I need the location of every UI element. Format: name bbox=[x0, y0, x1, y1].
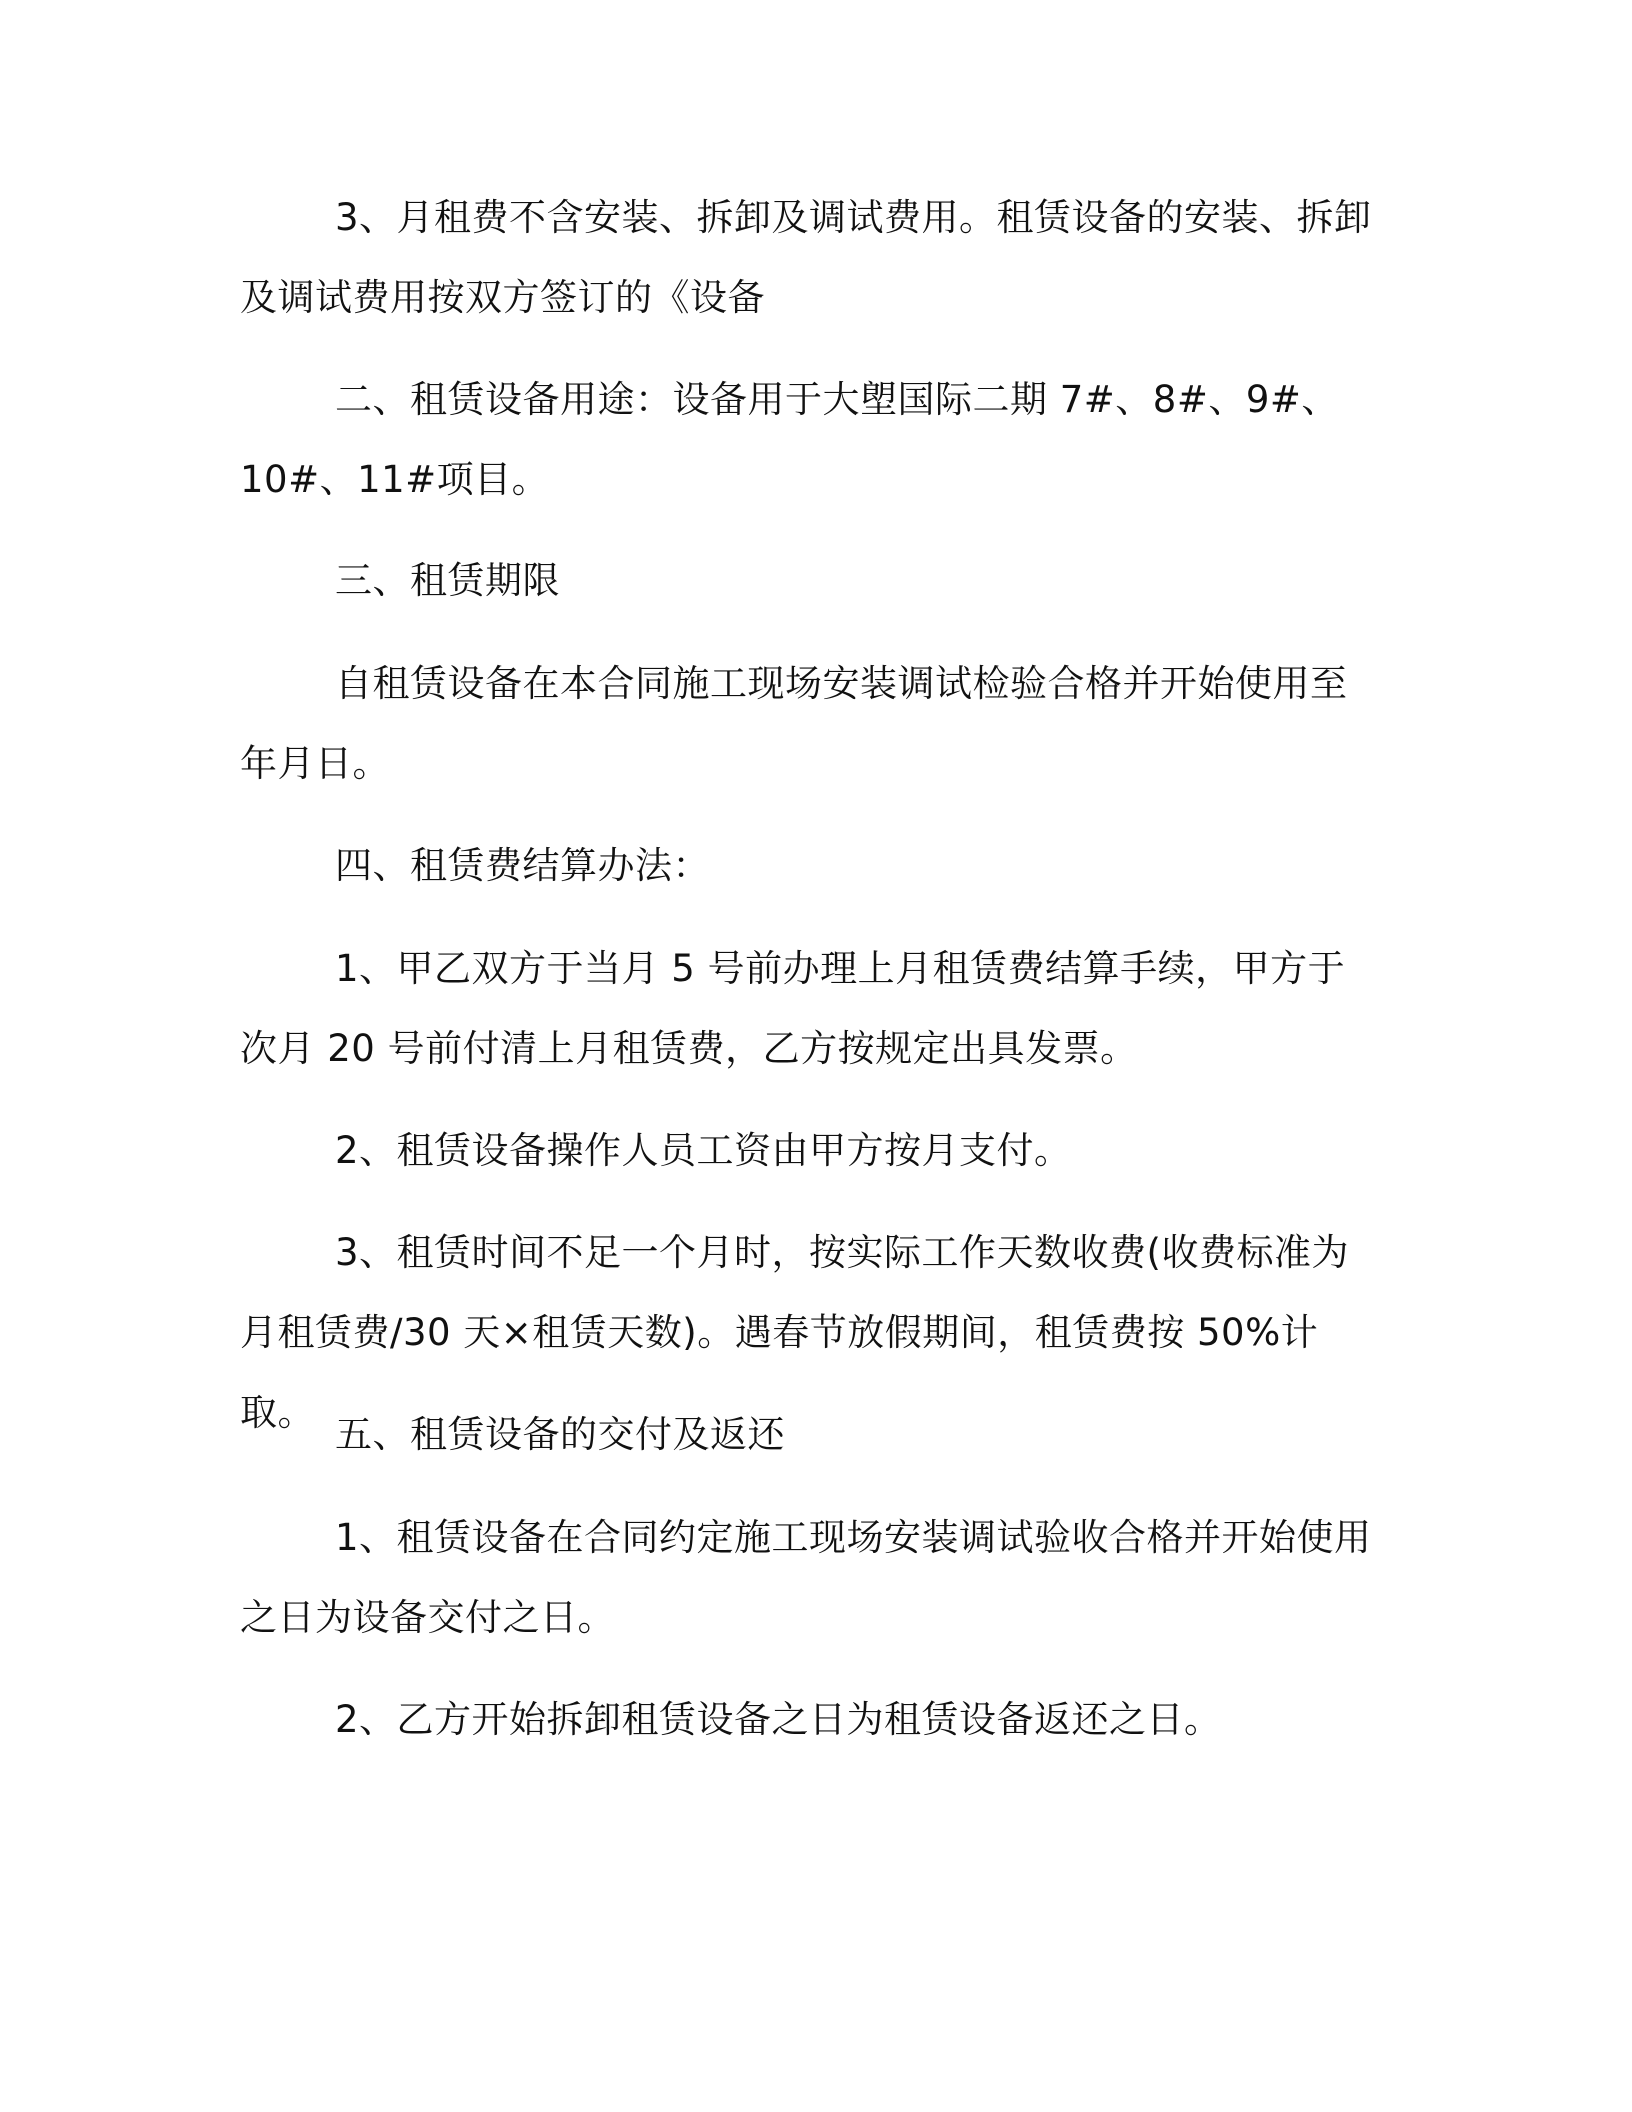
clause-monthly-rent-exclusions: 3、月租费不含安装、拆卸及调试费用。租赁设备的安装、拆卸及调试费用按双方签订的《设备 bbox=[240, 196, 1372, 319]
clause-delivery-2: 2、乙方开始拆卸租赁设备之日为租赁设备返还之日。 bbox=[335, 1698, 1222, 1741]
section-heading-settlement: 四、租赁费结算办法： bbox=[335, 844, 710, 887]
section-heading-delivery-return: 五、租赁设备的交付及返还 bbox=[335, 1413, 785, 1456]
section-heading-lease-term: 三、租赁期限 bbox=[335, 559, 560, 602]
clause-settlement-2: 2、租赁设备操作人员工资由甲方按月支付。 bbox=[335, 1129, 1072, 1172]
clause-delivery-1: 1、租赁设备在合同约定施工现场安装调试验收合格并开始使用之日为设备交付之日。 bbox=[240, 1516, 1372, 1639]
clause-settlement-1: 1、甲乙双方于当月 5 号前办理上月租赁费结算手续，甲方于次月 20 号前付清上月租赁费，乙方按规定出具发票。 bbox=[240, 947, 1346, 1070]
clause-settlement-3: 3、租赁时间不足一个月时，按实际工作天数收费(收费标准为月租赁费/30 天×租赁天数)。遇春节放假期间，租赁费按 50%计取。 bbox=[240, 1231, 1349, 1434]
section-equipment-purpose: 二、租赁设备用途：设备用于大塱国际二期 7#、8#、9#、10#、11#项目。 bbox=[240, 378, 1339, 501]
clause-lease-term: 自租赁设备在本合同施工现场安装调试检验合格并开始使用至年月日。 bbox=[240, 662, 1348, 785]
